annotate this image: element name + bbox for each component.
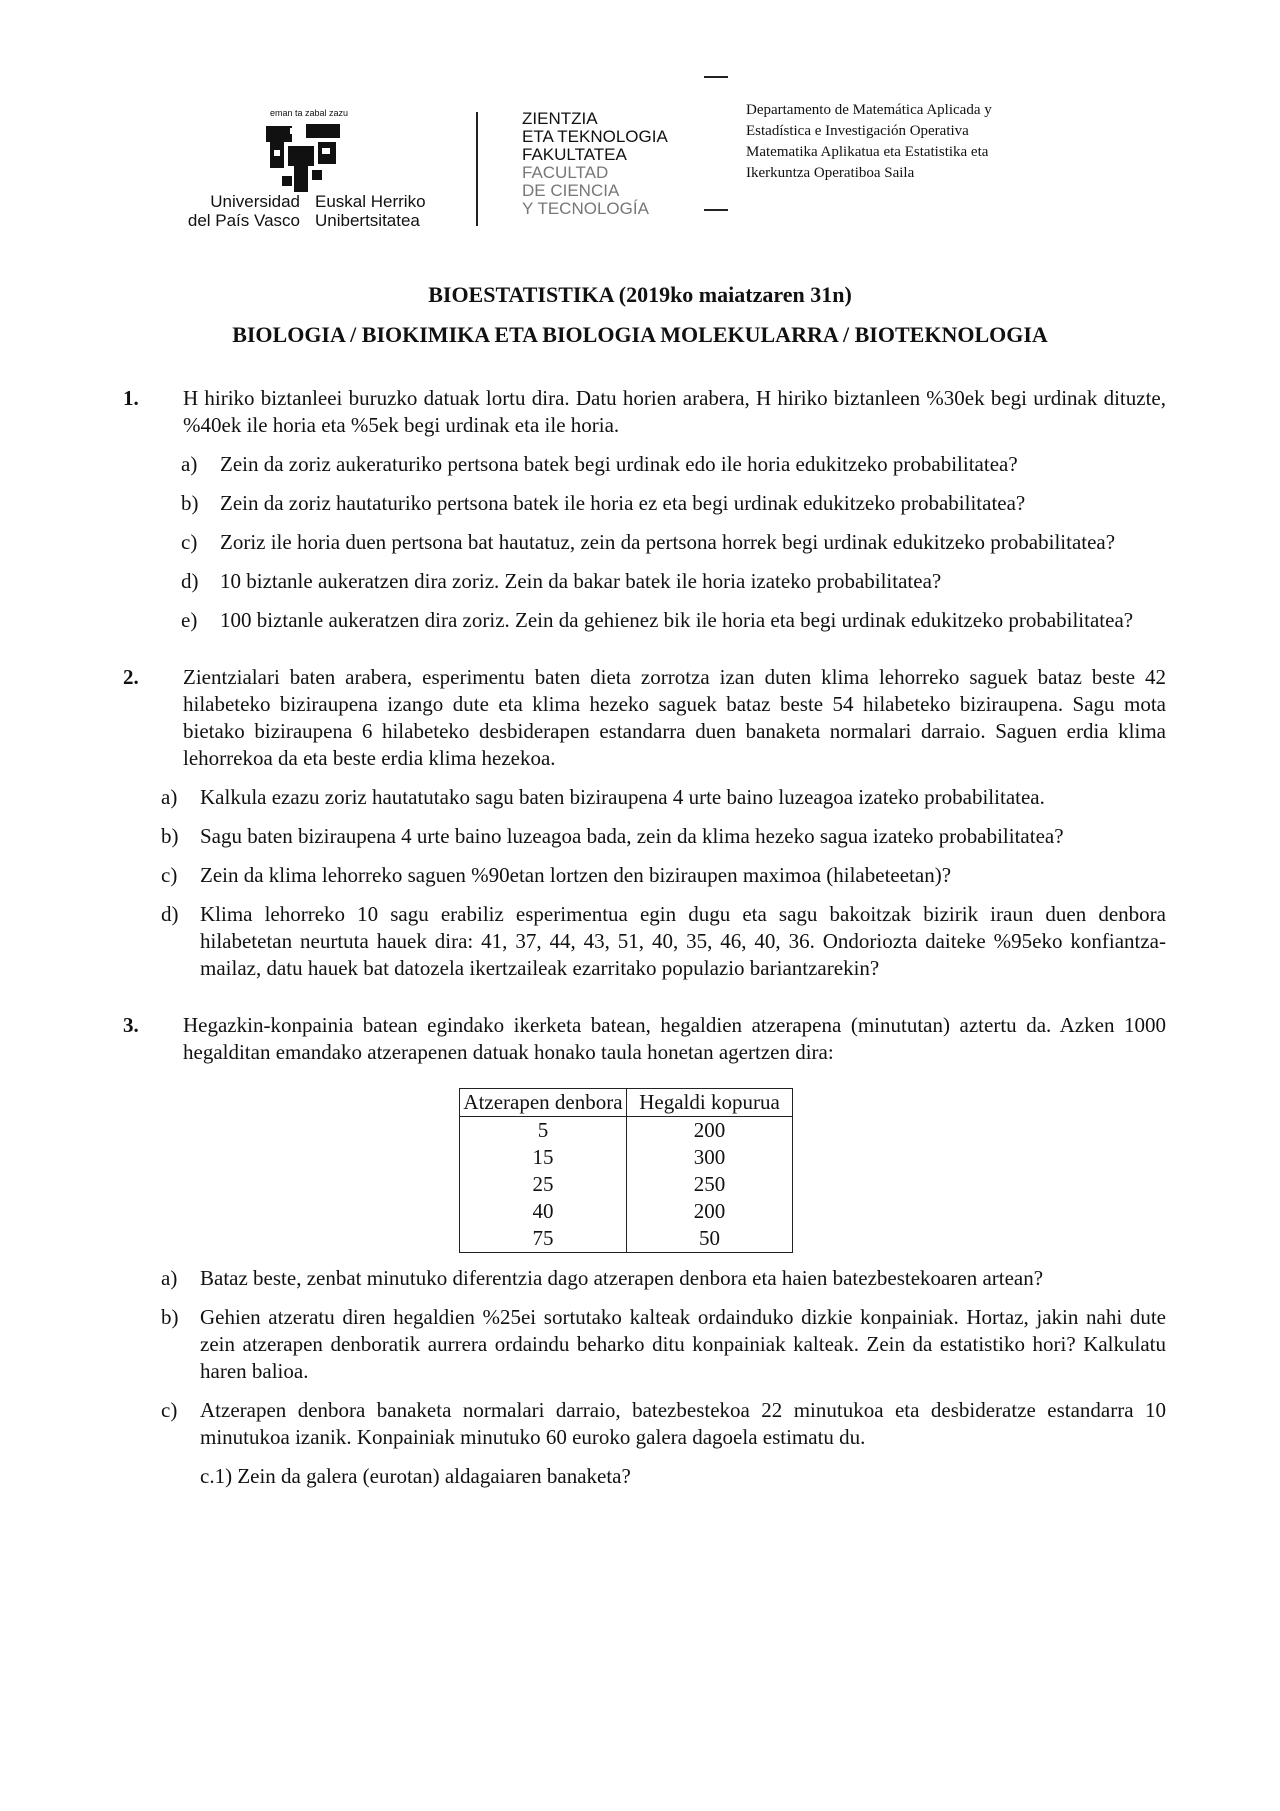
question-1-part-b: b) Zein da zoriz hautaturiko pertsona batek ile horia ez eta begi urdinak edukitzeko probabilitatea? [181,491,1026,515]
question-3-part-a: a) Bataz beste, zenbat minutuko diferentzia dago atzerapen denbora eta haien batezbestekoaren artean? [161,1266,1044,1290]
question-1-part-c: c) Zoriz ile horia duen pertsona bat hautatuz, zein da pertsona horrek begi urdinak edukitzeko probabilitatea? [181,530,1116,554]
university-name-es: Universidad del País Vasco [187,192,300,230]
table-header: Atzerapen denbora [460,1089,627,1117]
question-2-part-c: c) Zein da klima lehorreko saguen %90etan lortzen den biziraupen maximoa (hilabeteetan)? [161,863,952,887]
question-1 [123,385,1166,439]
question-1-part-a: a) Zein da zoriz aukeraturiko pertsona batek begi urdinak edo ile horia edukitzeko probabilitatea? [181,452,1018,476]
question-3-part-b: b) Gehien atzeratu diren hegaldien %25ei sortutako kalteak ordainduko dizkie konpainiak. Hortaz, jakin nahi dute zein atzerapen denboratik aurrera ordaindu beharko ditu konpainiak kalteak. Zein da estatistiko hori? Kalkulatu haren balioa. [161,1305,1166,1383]
question-2-part-a: a) Kalkula ezazu zoriz hautatutako sagu baten biziraupena 4 urte baino luzeagoa izateko probabilitatea. [161,785,1045,809]
header-divider [476,112,478,226]
university-name-eu: Euskal Herriko Unibertsitatea [315,192,426,230]
question-text: Zientzialari baten arabera, esperimentu baten dieta zorrotza izan duten klima lehorreko saguek bataz beste 42 hilabeteko biziraupena izango dute eta klima hezeko saguek bataz beste 54 hilabeteko biziraupena. Sagu mota bietako biziraupena 6 hilabeteko desbiderapen estandarra duen banaketa normalari darraio. Saguen erdia klima lehorrekoa da eta beste erdia klima hezekoa. [183,665,1166,770]
header-mark-top [704,76,728,78]
table-row: 25 250 [460,1171,793,1198]
university-motto: eman ta zabal zazu [270,108,349,118]
question-1-part-e: e) 100 biztanle aukeratzen dira zoriz. Zein da gehienez bik ile horia eta begi urdinak edukitzeko probabilitatea? [181,608,1134,632]
question-1-part-d: d) 10 biztanle aukeratzen dira zoriz. Zein da bakar batek ile horia izateko probabilitatea? [181,569,942,593]
table-row: 40 200 [460,1198,793,1225]
table-row: 75 50 [460,1225,793,1253]
department-name: Departamento de Matemática Aplicada y Estadística e Investigación Operativa Matematika Aplikatua eta Estatistika eta Ikerkuntza Operatiboa Saila [746,102,992,181]
question-2-part-b: b) Sagu baten biziraupena 4 urte baino luzeagoa bada, zein da klima hezeko sagua izateko probabilitatea? [161,824,1064,848]
question-number: 2. [123,665,139,689]
questions [0,385,1280,1490]
question-number: 3. [123,1013,139,1037]
question-2 [123,664,1166,772]
header-mark-bottom [704,209,728,211]
question-text: Hegazkin-konpainia batean egindako ikerketa batean, hegaldien atzerapena (minututan) aztertu da. Azken 1000 hegalditan emandako atzerapenen datuak honako taula honetan agertzen dira: [183,1013,1166,1064]
question-2-part-d: d) Klima lehorreko 10 sagu erabiliz esperimentua egin dugu eta sagu bakoitzak bizirik iraun duen denbora hilabetetan neurtuta hauek dira: 41, 37, 44, 43, 51, 40, 35, 46, 40, 36. Ondoriozta daiteke %95eko konfiantza-mailaz, datu hauek bat datozela ikertzaileak ezarritako populazio bariantzarekin? [161,902,1166,980]
delay-table [459,1088,793,1253]
table-header: Hegaldi kopurua [627,1089,793,1117]
table-row: 5 200 [460,1117,793,1145]
question-3-part-c1: c.1) Zein da galera (eurotan) aldagaiaren banaketa? [200,1464,631,1488]
question-text: H hiriko biztanleei buruzko datuak lortu dira. Datu horien arabera, H hiriko biztanleen %30ek begi urdinak dituzte, %40ek ile horia eta %5ek begi urdinak eta ile horia. [183,386,1166,437]
university-logo [160,108,450,238]
question-3-part-c: c) Atzerapen denbora banaketa normalari darraio, batezbestekoa 22 minutukoa eta desbideratze estandarra 10 minutukoa izanik. Konpainiak minutuko 60 euroko galera dagoela estimatu du. [161,1398,1166,1449]
university-emblem-icon [260,120,344,196]
question-3 [123,1012,1166,1066]
table-row: 15 300 [460,1144,793,1171]
question-number: 1. [123,386,139,410]
exam-title: BIOESTATISTIKA (2019ko maiatzaren 31n) [428,282,852,307]
faculty-name: ZIENTZIA ETA TEKNOLOGIA FAKULTATEA FACULTAD DE CIENCIA Y TECNOLOGÍA [522,109,668,218]
exam-subtitle: BIOLOGIA / BIOKIMIKA ETA BIOLOGIA MOLEKULARRA / BIOTEKNOLOGIA [232,322,1048,347]
